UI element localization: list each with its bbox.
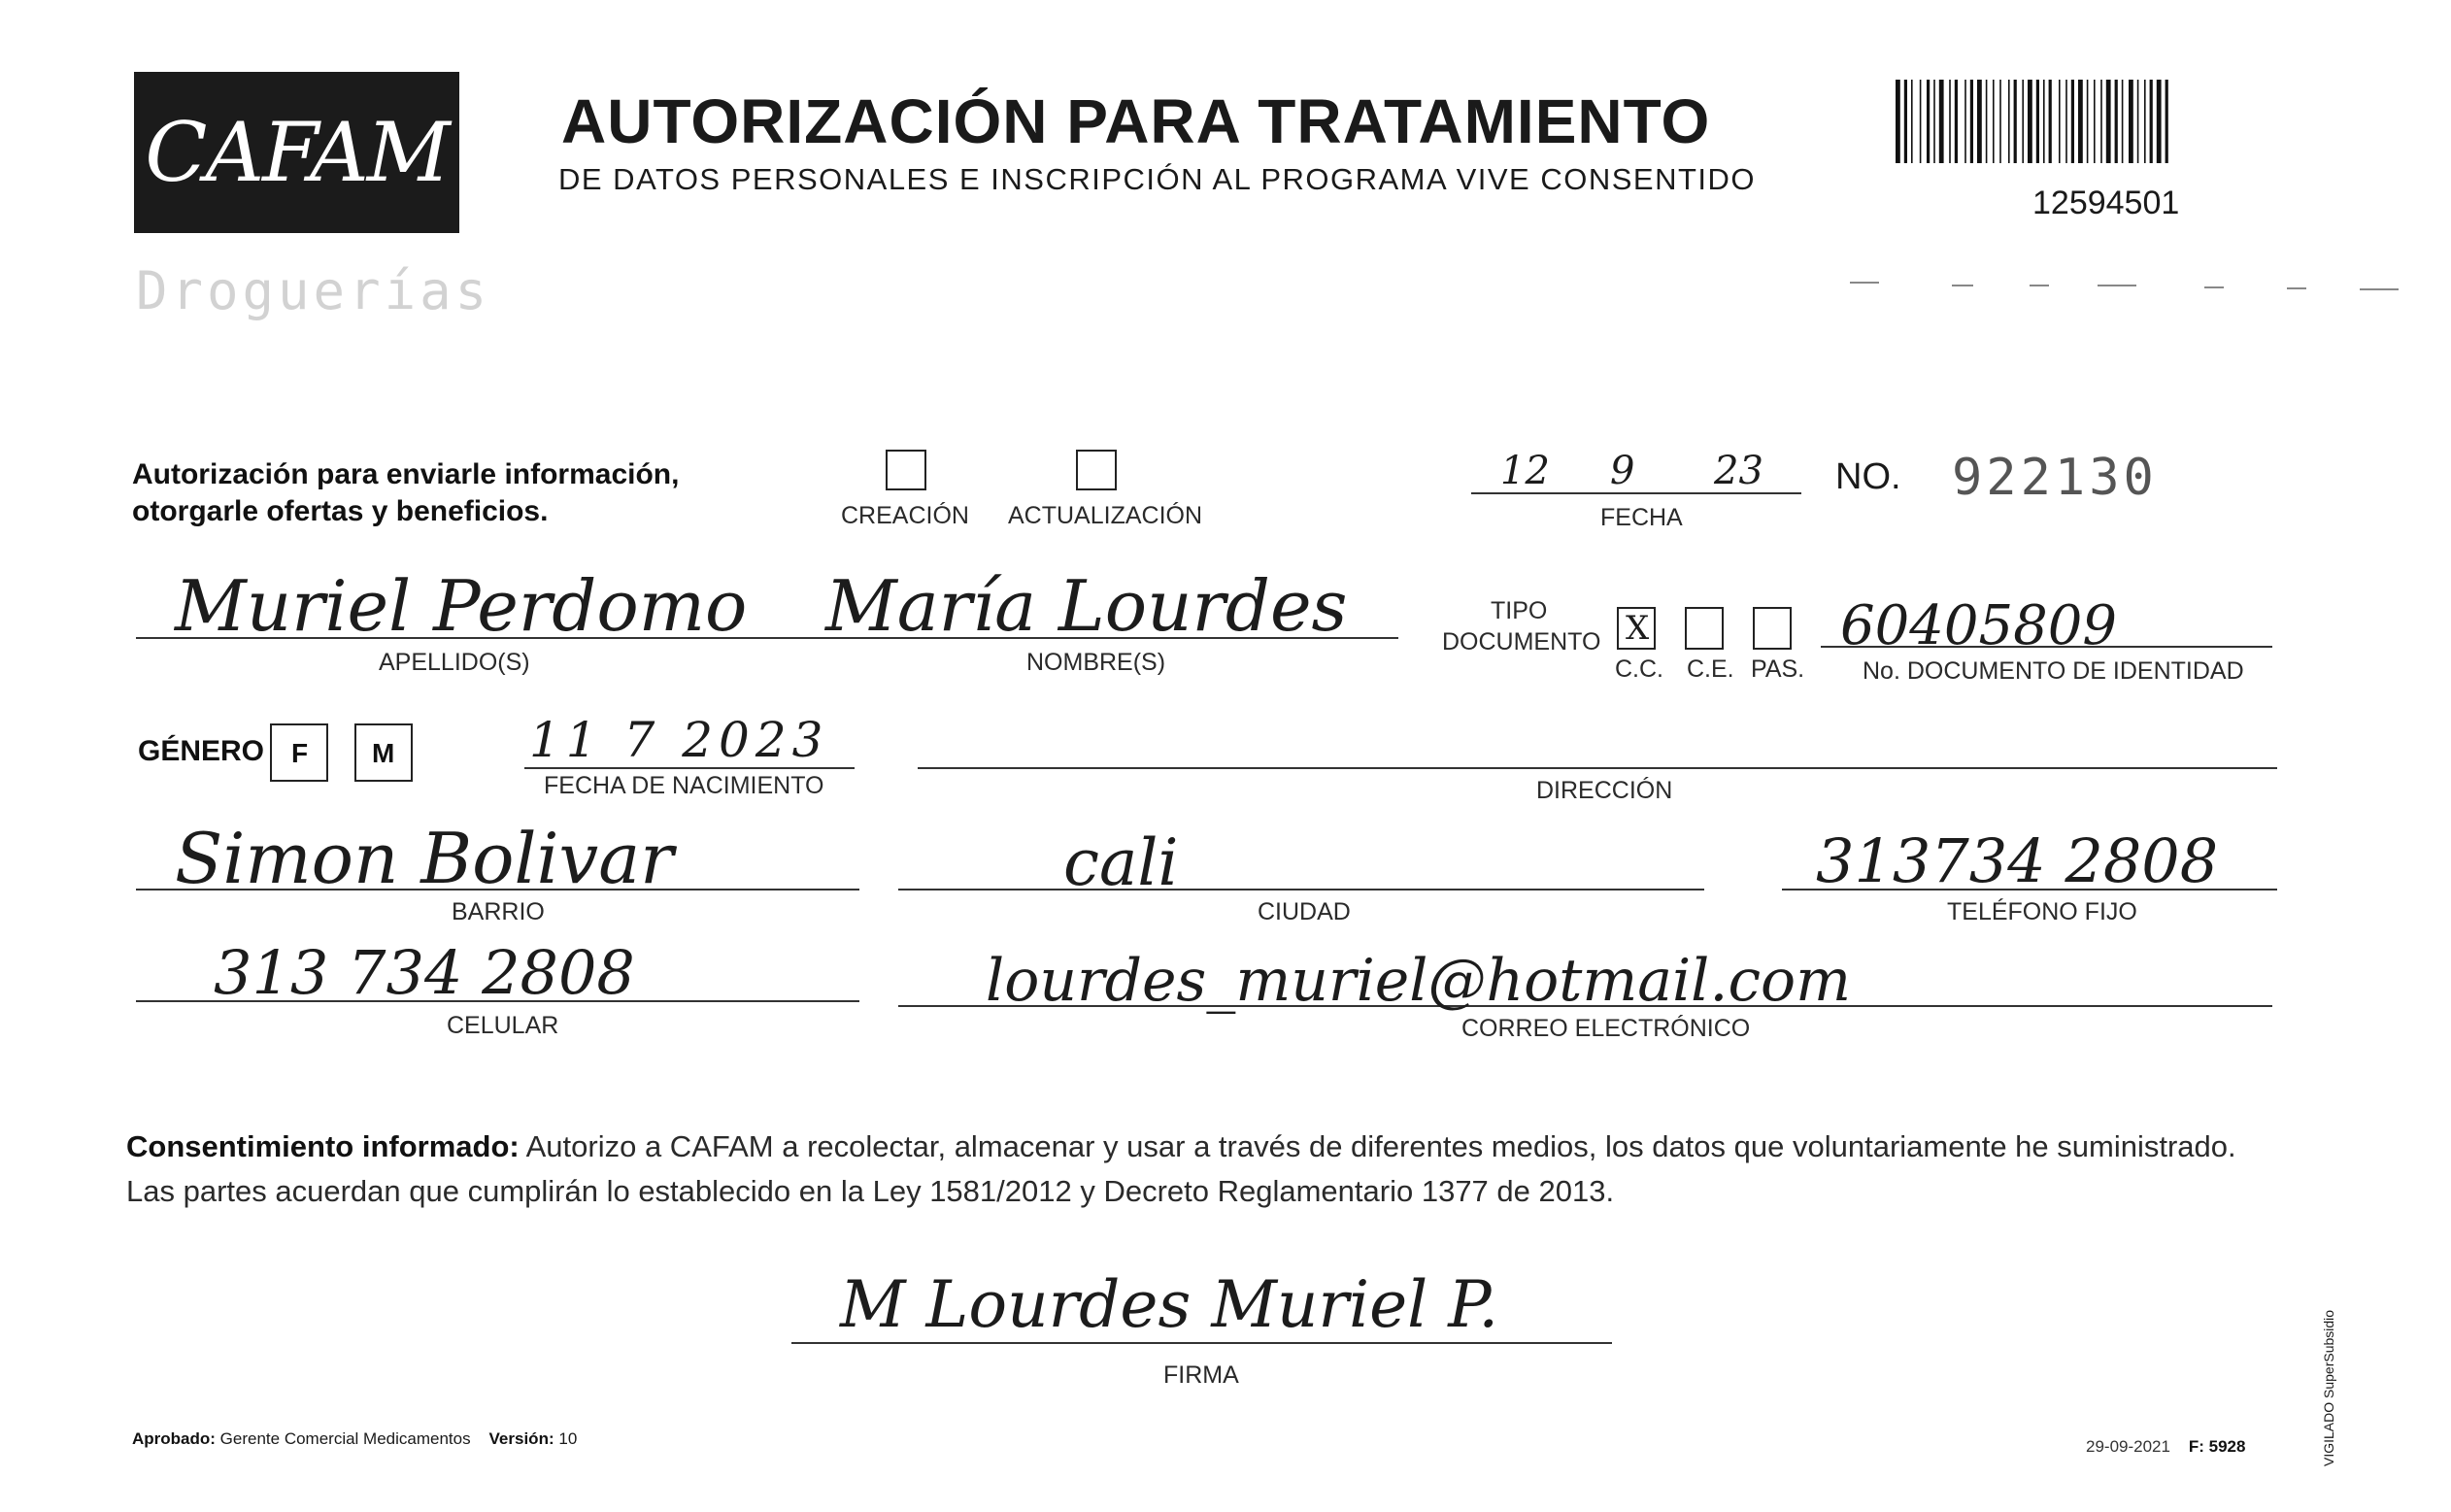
intro-line-1: Autorización para enviarle información,	[132, 458, 680, 490]
correo-value[interactable]: lourdes_muriel@hotmail.com	[986, 947, 1852, 1015]
consent-paragraph	[126, 1125, 2282, 1214]
pas-checkbox[interactable]	[1753, 607, 1792, 650]
fecha-label: FECHA	[1600, 504, 1683, 531]
barcode-bar	[2049, 80, 2052, 163]
barcode	[1894, 80, 2278, 163]
consent-text: Autorizo a CAFAM a recolectar, almacenar y usar a través de diferentes medios, los datos que voluntariamente he suministrado. Las partes acuerdan que cumplirán lo establecido en la Ley 1581/2012 y Decreto Reglamentario 1377 de 2013.	[126, 1129, 2236, 1208]
barcode-bar	[1964, 80, 1966, 163]
barcode-bar	[1970, 80, 1973, 163]
barcode-bar	[2150, 80, 2153, 163]
barcode-bar	[2036, 80, 2039, 163]
genero-f-label: F	[291, 738, 309, 768]
barcode-bar	[1949, 80, 1951, 163]
barcode-bar	[2106, 80, 2111, 163]
scan-mark	[2204, 286, 2224, 288]
apellidos-label: APELLIDO(S)	[379, 649, 530, 676]
footer-right	[2086, 1437, 2245, 1457]
genero-m-box[interactable]	[354, 723, 413, 782]
barcode-bar	[1999, 80, 2001, 163]
barcode-bar	[1977, 80, 1982, 163]
telefono-label: TELÉFONO FIJO	[1947, 898, 2137, 925]
ciudad-value[interactable]: cali	[1063, 825, 1179, 900]
fecha-month[interactable]: 9	[1610, 449, 1635, 493]
barcode-bar	[2166, 80, 2168, 163]
nombres-label: NOMBRE(S)	[1026, 649, 1166, 676]
intro-line-2: otorgarle ofertas y beneficios.	[132, 495, 549, 527]
barcode-bar	[2100, 80, 2102, 163]
scan-mark	[2360, 288, 2399, 290]
direccion-line	[918, 767, 2277, 769]
fecha-day[interactable]: 12	[1500, 449, 1550, 493]
footer-form-code: F: 5928	[2188, 1437, 2246, 1456]
barcode-bar	[1896, 80, 1900, 163]
version-value: 10	[558, 1429, 578, 1448]
cc-mark: X	[1626, 609, 1650, 648]
genero-label: GÉNERO	[138, 735, 265, 767]
creacion-label: CREACIÓN	[841, 502, 969, 529]
barcode-bar	[2008, 80, 2010, 163]
consent-heading: Consentimiento informado:	[126, 1129, 520, 1163]
barcode-bar	[1955, 80, 1958, 163]
barcode-bar	[1939, 80, 1944, 163]
logo-subtext: Droguerías	[136, 260, 491, 321]
barcode-bar	[1911, 80, 1913, 163]
cafam-logo	[134, 72, 459, 233]
ce-checkbox[interactable]	[1685, 607, 1724, 650]
logo-text: CAFAM	[145, 105, 449, 200]
correo-label: CORREO ELECTRÓNICO	[1461, 1015, 1751, 1042]
barcode-bar	[2122, 80, 2124, 163]
cc-checkbox[interactable]	[1617, 607, 1656, 650]
footer-date: 29-09-2021	[2086, 1437, 2170, 1456]
footer-left	[132, 1429, 577, 1449]
firma-label: FIRMA	[1163, 1361, 1239, 1389]
genero-f-box[interactable]	[270, 723, 328, 782]
barrio-value[interactable]: Simon Bolivar	[175, 818, 674, 899]
documento-number-label: No. DOCUMENTO DE IDENTIDAD	[1863, 657, 2244, 685]
ciudad-line	[898, 889, 1704, 890]
ce-label: C.E.	[1687, 655, 1734, 683]
barcode-bar	[2094, 80, 2096, 163]
fecha-year[interactable]: 23	[1714, 449, 1763, 493]
barcode-bar	[1933, 80, 1935, 163]
aprobado-label: Aprobado:	[132, 1429, 216, 1448]
barcode-bar	[2071, 80, 2074, 163]
version-label: Versión:	[488, 1429, 554, 1448]
tipo-label: TIPO	[1491, 597, 1548, 624]
barcode-bar	[1986, 80, 1988, 163]
firma-signature[interactable]: M Lourdes Muriel P.	[840, 1267, 1499, 1342]
barcode-bar	[2043, 80, 2045, 163]
documento-number[interactable]: 60405809	[1840, 594, 2118, 657]
direccion-label: DIRECCIÓN	[1536, 777, 1673, 804]
scan-mark	[1952, 285, 1973, 286]
pas-label: PAS.	[1751, 655, 1805, 683]
barrio-label: BARRIO	[452, 898, 545, 925]
form-number: 922130	[1952, 449, 2158, 507]
barcode-bar	[2065, 80, 2067, 163]
celular-label: CELULAR	[447, 1012, 559, 1039]
apellidos-value[interactable]: Muriel Perdomo	[175, 565, 748, 647]
nacimiento-value[interactable]: 11 7 2023	[529, 712, 829, 768]
actualizacion-label: ACTUALIZACIÓN	[1008, 502, 1203, 529]
barcode-bar	[2059, 80, 2061, 163]
barcode-bar	[2028, 80, 2032, 163]
ciudad-label: CIUDAD	[1258, 898, 1351, 925]
scan-mark	[2030, 285, 2049, 286]
barcode-number: 12594501	[2032, 185, 2180, 221]
vigilado-vertical-text: VIGILADO SuperSubsidio	[2321, 1309, 2336, 1466]
nombres-value[interactable]: María Lourdes	[825, 565, 1348, 647]
form-title: AUTORIZACIÓN PARA TRATAMIENTO	[561, 86, 1711, 156]
creacion-checkbox[interactable]	[886, 450, 926, 490]
nacimiento-label: FECHA DE NACIMIENTO	[544, 772, 824, 799]
celular-value[interactable]: 313 734 2808	[214, 937, 635, 1008]
barcode-bar	[1920, 80, 1922, 163]
scan-mark	[2287, 287, 2306, 289]
barcode-bar	[2144, 80, 2146, 163]
barcode-bar	[2014, 80, 2017, 163]
telefono-value[interactable]: 313734 2808	[1816, 825, 2219, 896]
barcode-bar	[1904, 80, 1907, 163]
documento-label: DOCUMENTO	[1442, 628, 1601, 655]
barcode-bar	[1993, 80, 1995, 163]
genero-m-label: M	[372, 738, 395, 768]
barcode-bar	[2157, 80, 2162, 163]
scan-mark	[1850, 282, 1879, 284]
cc-label: C.C.	[1615, 655, 1663, 683]
form-number-label: NO.	[1835, 456, 1901, 497]
form-subtitle: DE DATOS PERSONALES E INSCRIPCIÓN AL PROGRAMA VIVE CONSENTIDO	[558, 162, 1757, 196]
barcode-bar	[2022, 80, 2024, 163]
barcode-bar	[2137, 80, 2139, 163]
barcode-bar	[2087, 80, 2089, 163]
barcode-bar	[2115, 80, 2118, 163]
aprobado-value: Gerente Comercial Medicamentos	[219, 1429, 471, 1448]
firma-line	[791, 1342, 1612, 1344]
barcode-bar	[2129, 80, 2133, 163]
actualizacion-checkbox[interactable]	[1076, 450, 1117, 490]
scan-mark	[2098, 285, 2136, 286]
barcode-bar	[1927, 80, 1930, 163]
barcode-bar	[2078, 80, 2083, 163]
